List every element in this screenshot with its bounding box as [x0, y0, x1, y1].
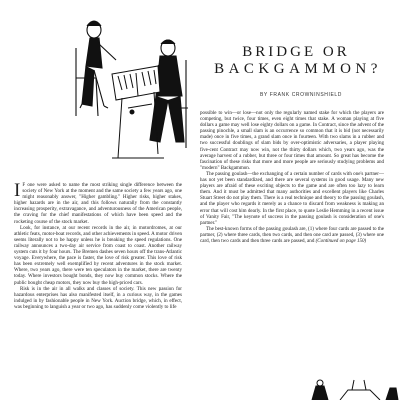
paragraph: The passing goulash—the exchanging of a certain number of cards with one's partner—has not yet been standardized, and there are several systems in good usage. Many new players are afraid of these exciting objects to the game and are often too lazy to learn them. And it must be admitted that many authorities and excellent players like Charles Stuart Street do not play them. There is a real technique and theory to the passing goulash, and the player who regards it merely as a chance to discard from weakness is making an error that will cost him dearly. In the first place, to quote Leslie Hemming in a recent issue of Vanity Fair, "The keynote of success in the passing goulash is consideration of one's partner." — [200, 170, 384, 226]
backgammon-players-illustration — [72, 8, 190, 166]
article-title — [196, 44, 400, 78]
paragraph-text: F one were asked to name the most striking single difference between the society of New York at the moment and the same society a few years ago, one might reasonably answer, "Higher gambling." Higher risks, higher stakes, higher hazards are in the air, and this follows naturally from the constantly increasing prosperity, extravagance, and adventurousness of the American people, the craving for the chief manifestations of which have been speed and the rocketing course of the stock market. — [14, 182, 182, 225]
footer-figures-illustration — [300, 376, 400, 400]
byline: BY FRANK CROWNINSHIELD — [259, 92, 342, 98]
title-line-1: BRIDGE OR — [242, 44, 350, 60]
paragraph — [14, 182, 182, 225]
paragraph: Risk is in the air in all walks and classes of society. This new passion for hazardous enterprises has also manifested itself, in a curious way, in the games indulged in by fashionable people in New York. Auction bridge, which, in effect, was beginning to languish a year or two ago, has suddenly come violently to life — [14, 285, 182, 310]
column-right — [200, 110, 384, 376]
drop-cap: I — [14, 182, 21, 201]
title-line-2: BACKGAMMON? — [214, 61, 382, 77]
column-left — [14, 182, 182, 400]
paragraph: possible to win—or lose—not only the regularly named stake for which the players are competing, but twice, four times, even eight times that stake. A woman playing at five dollars a game may well lose eighty dollars on a game. In Contract, since the advent of the passing pinochle, a small slam is an occurrence so common that it is bid (not necessarily made) once in five times, a grand slam once in fourteen. With two slams in a rubber and two successful doublings of slam bids by over-optimistic adversaries, a player playing five-cent Contract may now win, not the thirty dollars which, two years ago, was the average harvest of a rubber, but three or four times that amount. So great has become the fascination of these risks that more and more people are seriously studying problems and "modern" Backgammon. — [200, 110, 384, 171]
paragraph-text: The best-known forms of the passing goulash are, (1) where four cards are passed to the partner, (2) where three cards, then two cards, and then one card are passed, (3) where one card, then two cards and then three cards are passed, and — [200, 225, 384, 244]
continued-note: (Continued on page 150) — [315, 237, 367, 244]
paragraph — [200, 226, 384, 244]
paragraph: Look, for instance, at our recent records in the air, in motordromes, at our athletic feats, motor-boat records, and other achievements in speed. A motor driven seems literally not to be happy unless he is breaking the speed regulations. One railway announces a two-day air service from coast to coast. Another railway system cuts it by four hours. The Bremen dashes seven hours off the trans-Atlantic voyage. Everywhere, the pace is faster, the love of risk greater. This love of risk has been extremely well exemplified by recent adventures in the stock market. Where, two years ago, there were ten speculators in the market, there are twenty today. Where investors bought bonds, they now buy common stocks. Where the public bought cheap motors, they now buy the high-priced cars. — [14, 224, 182, 286]
